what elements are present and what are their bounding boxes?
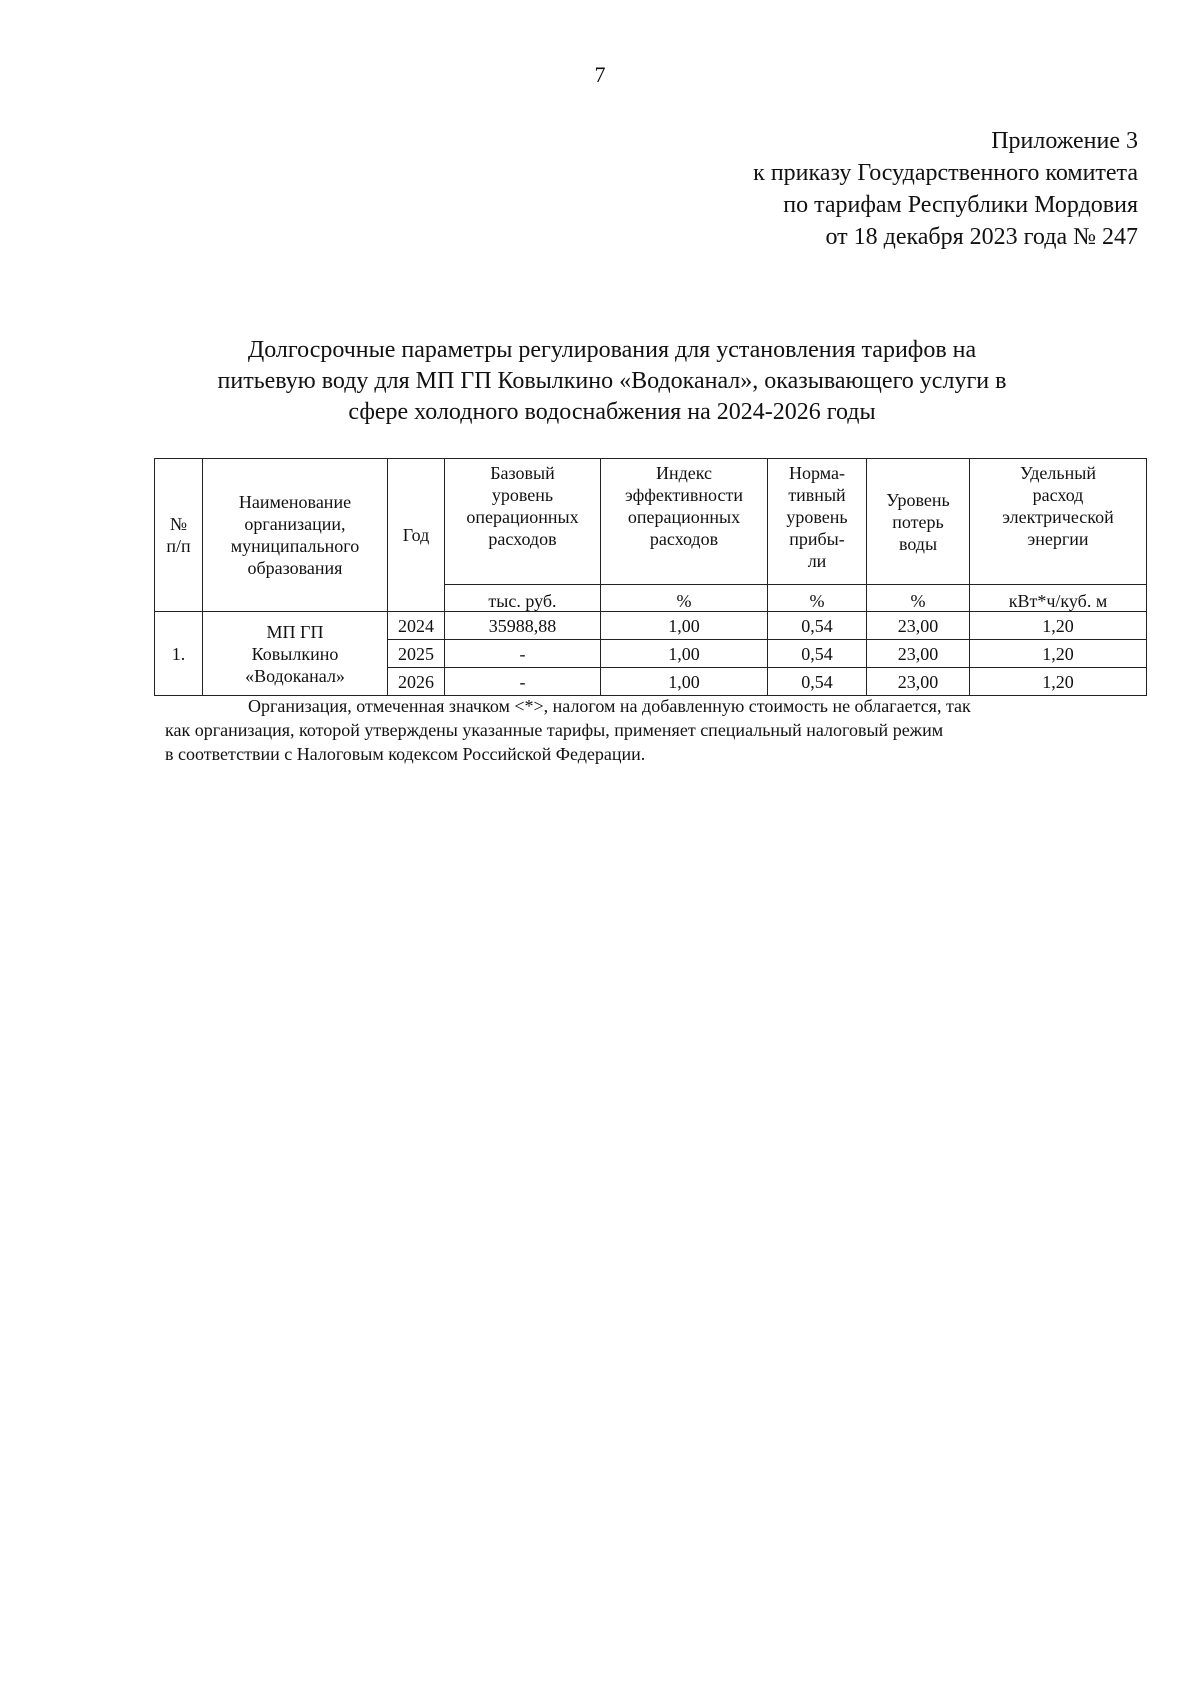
cell-energy-consumption: 1,20 xyxy=(970,668,1147,696)
cell-profit-level: 0,54 xyxy=(768,668,867,696)
title-line: сфере холодного водоснабжения на 2024-2026 годы xyxy=(348,399,876,425)
header-base-costs: Базовый уровень операционных расходов xyxy=(445,459,601,585)
cell-energy-consumption: 1,20 xyxy=(970,640,1147,668)
unit-water-losses: % xyxy=(867,585,970,612)
cell-energy-consumption: 1,20 xyxy=(970,612,1147,640)
note-line: Организация, отмеченная значком <*>, налогом на добавленную стоимость не облагается, так xyxy=(248,696,971,716)
cell-efficiency-index: 1,00 xyxy=(601,640,768,668)
cell-year: 2024 xyxy=(388,612,445,640)
appendix-header xyxy=(753,125,1138,253)
header-profit-level: Норма- тивный уровень прибы- ли xyxy=(768,459,867,585)
unit-profit-level: % xyxy=(768,585,867,612)
header-year: Год xyxy=(388,459,445,612)
header-org-name: Наименование организации, муниципального образования xyxy=(203,459,388,612)
cell-num: 1. xyxy=(155,612,203,696)
appendix-line: от 18 декабря 2023 года № 247 xyxy=(825,224,1138,250)
cell-efficiency-index: 1,00 xyxy=(601,612,768,640)
unit-base-costs: тыс. руб. xyxy=(445,585,601,612)
cell-year: 2026 xyxy=(388,668,445,696)
cell-water-losses: 23,00 xyxy=(867,668,970,696)
cell-profit-level: 0,54 xyxy=(768,612,867,640)
cell-year: 2025 xyxy=(388,640,445,668)
appendix-line: Приложение 3 xyxy=(991,128,1138,154)
table-header-row xyxy=(155,459,1147,585)
tax-note xyxy=(165,694,1145,766)
title-line: Долгосрочные параметры регулирования для установления тарифов на xyxy=(247,337,977,363)
title-line: питьевую воду для МП ГП Ковылкино «Водоканал», оказывающего услуги в xyxy=(217,368,1007,394)
note-line: в соответствии с Налоговым кодексом Российской Федерации. xyxy=(165,744,646,764)
cell-base-costs: 35988,88 xyxy=(445,612,601,640)
cell-efficiency-index: 1,00 xyxy=(601,668,768,696)
cell-profit-level: 0,54 xyxy=(768,640,867,668)
cell-base-costs: - xyxy=(445,640,601,668)
header-water-losses: Уровень потерь воды xyxy=(867,459,970,585)
header-energy-consumption: Удельный расход электрической энергии xyxy=(970,459,1147,585)
header-efficiency-index: Индекс эффективности операционных расходов xyxy=(601,459,768,585)
parameters-table xyxy=(154,458,1147,696)
cell-water-losses: 23,00 xyxy=(867,612,970,640)
cell-base-costs: - xyxy=(445,668,601,696)
table-row xyxy=(155,612,1147,640)
document-title xyxy=(150,335,1074,428)
note-line: как организация, которой утверждены указанные тарифы, применяет специальный налоговый режим xyxy=(165,720,944,740)
unit-efficiency-index: % xyxy=(601,585,768,612)
cell-water-losses: 23,00 xyxy=(867,640,970,668)
page-number: 7 xyxy=(594,62,606,87)
appendix-line: к приказу Государственного комитета xyxy=(753,160,1138,186)
unit-energy-consumption: кВт*ч/куб. м xyxy=(970,585,1147,612)
appendix-line: по тарифам Республики Мордовия xyxy=(783,192,1138,218)
cell-org-name: МП ГП Ковылкино «Водоканал» xyxy=(203,612,388,696)
header-num: № п/п xyxy=(155,459,203,612)
